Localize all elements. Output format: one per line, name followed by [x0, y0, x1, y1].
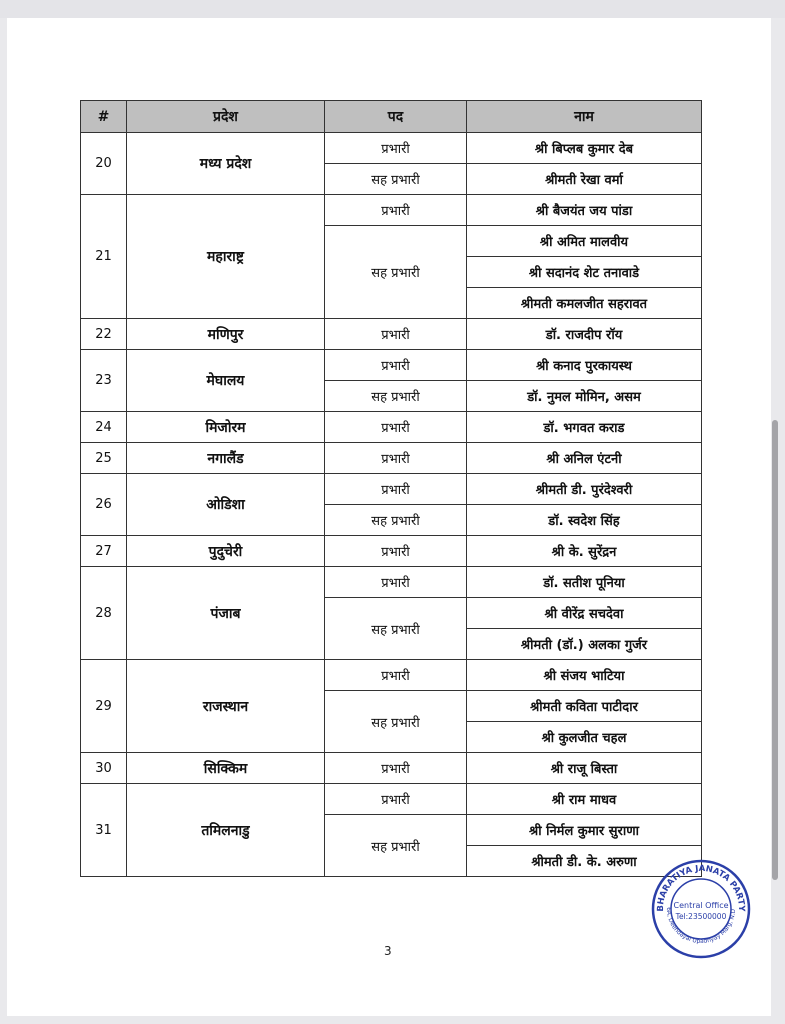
table-row [81, 195, 702, 226]
person-name-cell: श्री अमित मालवीय [467, 226, 702, 257]
state-cell: तमिलनाडु [127, 784, 325, 877]
table-row [81, 474, 702, 505]
row-number: 22 [81, 319, 127, 350]
post-cell: सह प्रभारी [325, 505, 467, 536]
table-header-row [81, 101, 702, 133]
person-name-cell: डॉ. स्वदेश सिंह [467, 505, 702, 536]
header-state: प्रदेश [127, 101, 325, 133]
person-name-cell: श्री निर्मल कुमार सुराणा [467, 815, 702, 846]
row-number: 31 [81, 784, 127, 877]
row-number: 26 [81, 474, 127, 536]
table-row [81, 536, 702, 567]
post-cell: प्रभारी [325, 567, 467, 598]
state-cell: मिजोरम [127, 412, 325, 443]
state-cell: ओडिशा [127, 474, 325, 536]
state-cell: सिक्किम [127, 753, 325, 784]
person-name-cell: श्री अनिल एंटनी [467, 443, 702, 474]
state-cell: मणिपुर [127, 319, 325, 350]
window-top-bar [0, 0, 785, 18]
post-cell: प्रभारी [325, 350, 467, 381]
table-row [81, 350, 702, 381]
post-cell: प्रभारी [325, 536, 467, 567]
incharge-table [80, 100, 702, 877]
post-cell: प्रभारी [325, 784, 467, 815]
post-cell: प्रभारी [325, 753, 467, 784]
post-cell: सह प्रभारी [325, 691, 467, 753]
header-post: पद [325, 101, 467, 133]
table-row [81, 660, 702, 691]
row-number: 21 [81, 195, 127, 319]
svg-text:Central Office: Central Office [673, 901, 729, 910]
post-cell: सह प्रभारी [325, 815, 467, 877]
party-seal-stamp [650, 858, 752, 960]
state-cell: पंजाब [127, 567, 325, 660]
table-row [81, 784, 702, 815]
state-cell: पुदुचेरी [127, 536, 325, 567]
page-number: 3 [384, 944, 392, 958]
row-number: 24 [81, 412, 127, 443]
table-row [81, 319, 702, 350]
table-row [81, 753, 702, 784]
table-row [81, 567, 702, 598]
person-name-cell: श्री संजय भाटिया [467, 660, 702, 691]
post-cell: सह प्रभारी [325, 226, 467, 319]
row-number: 20 [81, 133, 127, 195]
post-cell: प्रभारी [325, 412, 467, 443]
person-name-cell: श्री कुलजीत चहल [467, 722, 702, 753]
row-number: 23 [81, 350, 127, 412]
post-cell: प्रभारी [325, 319, 467, 350]
person-name-cell: डॉ. नुमल मोमिन, असम [467, 381, 702, 412]
header-number: # [81, 101, 127, 133]
header-name: नाम [467, 101, 702, 133]
person-name-cell: श्री राम माधव [467, 784, 702, 815]
row-number: 28 [81, 567, 127, 660]
post-cell: प्रभारी [325, 660, 467, 691]
person-name-cell: श्री कनाद पुरकायस्थ [467, 350, 702, 381]
person-name-cell: श्रीमती कविता पाटीदार [467, 691, 702, 722]
person-name-cell: डॉ. भगवत कराड [467, 412, 702, 443]
state-cell: राजस्थान [127, 660, 325, 753]
person-name-cell: श्री के. सुरेंद्रन [467, 536, 702, 567]
state-cell: महाराष्ट्र [127, 195, 325, 319]
state-cell: मेघालय [127, 350, 325, 412]
person-name-cell: श्री वीरेंद्र सचदेवा [467, 598, 702, 629]
post-cell: प्रभारी [325, 133, 467, 164]
post-cell: प्रभारी [325, 474, 467, 505]
person-name-cell: श्री सदानंद शेट तनावाडे [467, 257, 702, 288]
scrollbar-thumb[interactable] [772, 420, 778, 880]
person-name-cell: श्री बैजयंत जय पांडा [467, 195, 702, 226]
post-cell: सह प्रभारी [325, 164, 467, 195]
svg-text:Tel:23500000: Tel:23500000 [675, 912, 727, 921]
table-body [81, 133, 702, 877]
svg-text:6A, Deendayal Upadhyay Marg, N: 6A, Deendayal Upadhyay Marg, N.D [664, 907, 738, 946]
person-name-cell: श्रीमती (डॉ.) अलका गुर्जर [467, 629, 702, 660]
post-cell: सह प्रभारी [325, 381, 467, 412]
svg-text:BHARATIYA JANATA PARTY: BHARATIYA JANATA PARTY [655, 863, 747, 912]
person-name-cell: श्री बिप्लब कुमार देब [467, 133, 702, 164]
person-name-cell: डॉ. राजदीप रॉय [467, 319, 702, 350]
table-row [81, 443, 702, 474]
person-name-cell: श्रीमती कमलजीत सहरावत [467, 288, 702, 319]
person-name-cell: श्री राजू बिस्ता [467, 753, 702, 784]
state-cell: मध्य प्रदेश [127, 133, 325, 195]
table-row [81, 133, 702, 164]
row-number: 25 [81, 443, 127, 474]
post-cell: प्रभारी [325, 443, 467, 474]
person-name-cell: श्रीमती डी. के. अरुणा [467, 846, 702, 877]
person-name-cell: डॉ. सतीश पूनिया [467, 567, 702, 598]
row-number: 27 [81, 536, 127, 567]
row-number: 30 [81, 753, 127, 784]
row-number: 29 [81, 660, 127, 753]
post-cell: सह प्रभारी [325, 598, 467, 660]
state-cell: नगालैंड [127, 443, 325, 474]
post-cell: प्रभारी [325, 195, 467, 226]
person-name-cell: श्रीमती रेखा वर्मा [467, 164, 702, 195]
table-row [81, 412, 702, 443]
person-name-cell: श्रीमती डी. पुरंदेश्वरी [467, 474, 702, 505]
